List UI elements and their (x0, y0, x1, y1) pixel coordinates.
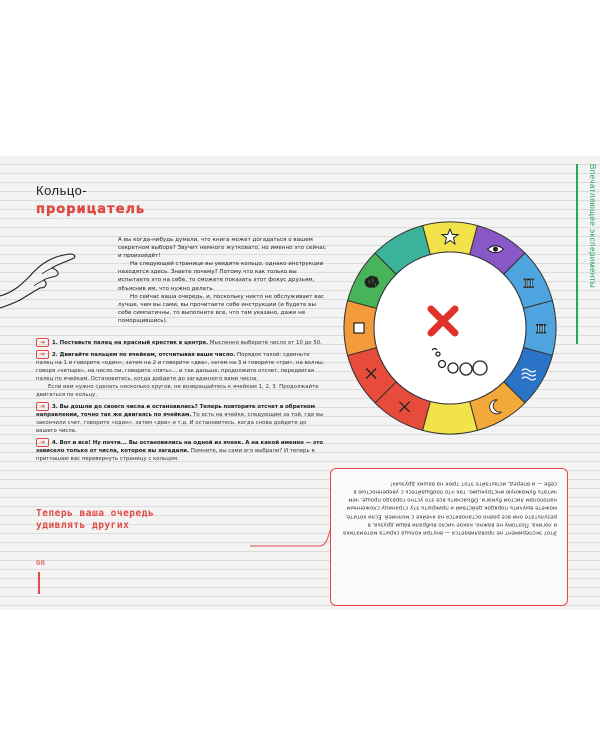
step-title: 1. Поставьте палец на красный крестик в центре. (52, 340, 209, 346)
step-title: 3. Вы дошли до своего числа и остановились? Теперь повторите отсчет в обратном направлении, точно так же двигаясь по ячейкам. (36, 404, 316, 418)
step-1 (36, 338, 326, 347)
step-text: Мысленно выберите число от 10 до 50. (208, 340, 322, 346)
page-number: 68 (36, 559, 45, 567)
instruction-steps (36, 338, 326, 466)
ring-segment (423, 401, 478, 434)
step-3 (36, 402, 326, 435)
arrow-icon: ➜ (36, 438, 49, 447)
step-4 (36, 438, 326, 463)
prophet-ring (340, 218, 560, 438)
note-text-upside-down: Этот эксперимент не проваливается — внутри кольца скрыта математика и логика. Поэтому не важно, какое число выбрали ваши друзья, в результате они все равно остановятся на ячейке с молнией. Если хотите, можете выучить порядок действий и прикрыть эту страницу сложенным напополам листом бумаги. Объяснить все это устно гораздо проще, чем читать бумажную инструкцию, так что пообщайтесь с уверенностью в себе — и вперед, испытайте этот трюк на ваших друзьях! (343, 480, 557, 536)
arrow-icon: ➜ (36, 350, 49, 359)
svg-text:π: π (523, 272, 535, 292)
pi-icon (524, 273, 535, 292)
page-marker (38, 572, 40, 594)
step-text: Порядок такой: сдвиньте палец на 1 и говорите «один», затем на 2 и говорите «два», затем на 3 и говорите «три», на волны, говоря «четыре», на число пи, говорите «пять»... и так дальше, продолжите отсчет, передвигая палец по ячейкам. Остановитесь, когда дойдете до загаданного вами числа. (36, 352, 324, 382)
step-title: 4. Вот и все! Ну почти... Вы остановились на одной из ячеек. А на какой именно — это зависело только от числа, которое вы загадали. (36, 440, 324, 454)
step-2 (36, 350, 326, 399)
arrow-icon: ➜ (36, 338, 49, 347)
arrow-icon: ➜ (36, 402, 49, 411)
note-box (330, 468, 568, 606)
pi-icon (536, 318, 547, 337)
turn-heading-line-2: удивлять других (36, 520, 130, 531)
svg-text:π: π (535, 318, 547, 337)
step-text: Помните, вы сами его выбрали? И теперь я приглашаю вас перевернуть страницу с кольцом. (36, 448, 315, 462)
pointing-hand-illustration (0, 244, 90, 314)
step-text: То есть на ячейке, следующим за той, где вы закончили счет, говорите «один», затем «два» и т.д. И остановитесь, когда снова дойдете до вашего числа. (36, 412, 324, 434)
turn-heading-line-1: Теперь ваша очередь (36, 508, 155, 519)
step-extra: Если вам нужно сделать несколько кругов, не возвращайтесь к ячейкам 1, 2, 3. Продолжайте двигаться по кольцу. (36, 384, 319, 398)
intro-text (118, 236, 326, 325)
connector-line (250, 516, 340, 556)
title-line-2: прорицатель (36, 202, 146, 217)
turn-heading (36, 508, 154, 532)
title-line-1: Кольцо- (36, 183, 88, 198)
intro-paragraph: Но сейчас ваша очередь, и, поскольку никто не обслуживает вас лучше, чем вы сами, вы прочитаете себе инструкции (и будете вы себе симпатичны, то выполните все, что там указано, даже не поморщившись). (118, 293, 325, 324)
book-page (0, 156, 600, 610)
intro-paragraph: На следующей странице вы увидите кольцо, однако инструкции находятся здесь. Знаете почему? Потому что как только вы испытаете это на себе, то сможете показать этот фокус друзьям, объяснив им, что нужно делать. (118, 261, 324, 292)
square-icon (354, 323, 364, 333)
section-side-label: Впечатляющие эксперименты (576, 164, 597, 344)
step-title: 2. Двигайте пальцем по ячейкам, отсчитывая ваше число. (52, 352, 236, 358)
intro-paragraph: А вы когда-нибудь думали, что книга может догадаться о вашем секретном выборе? Звучит немного жутковато, но именно это сейчас и произойдёт! (118, 237, 326, 260)
